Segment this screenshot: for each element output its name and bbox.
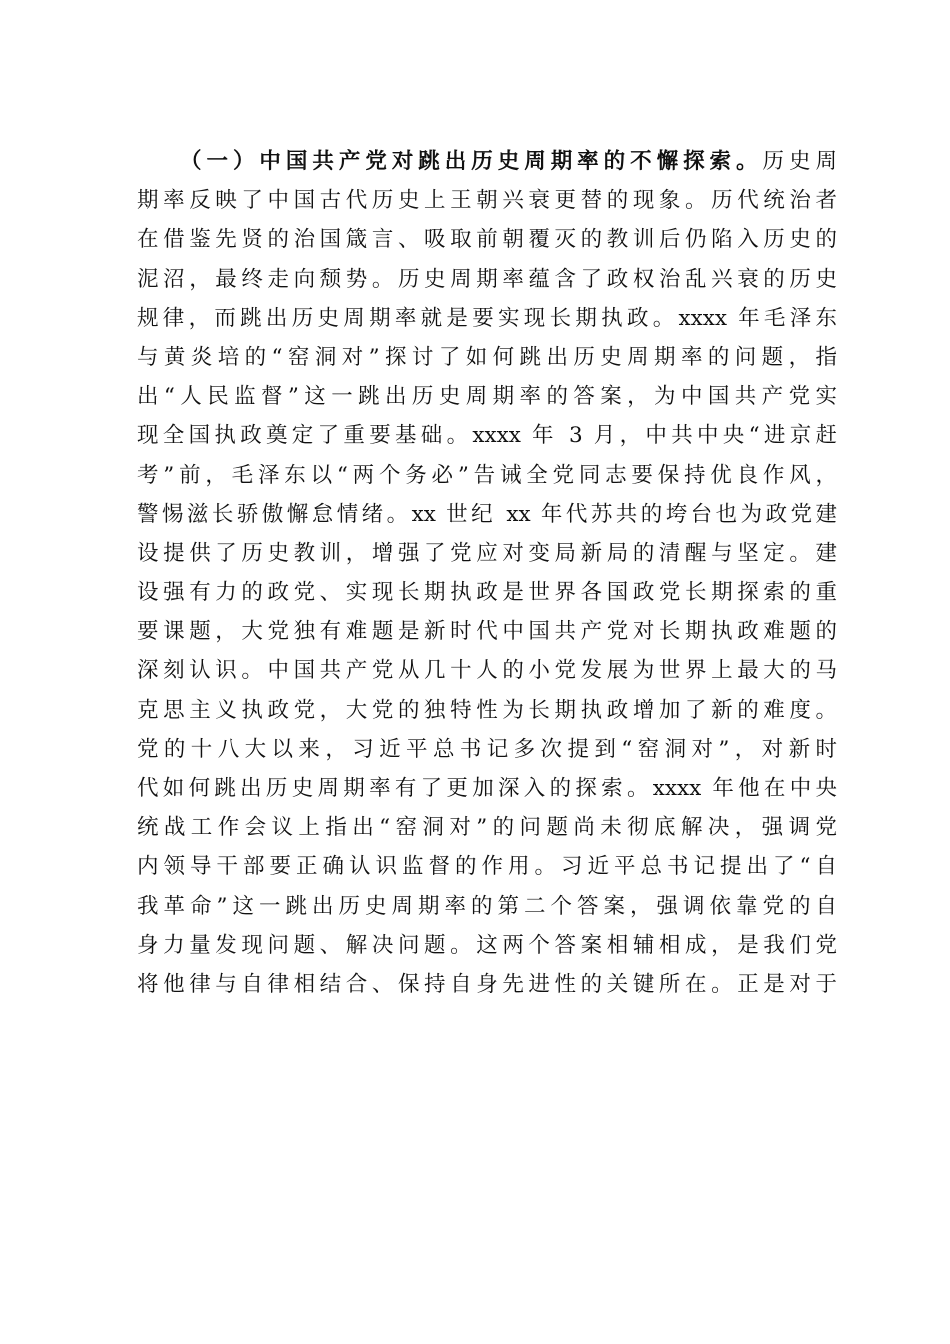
paragraph-line-1: [137, 142, 837, 181]
paragraph-line: 与黄炎培的“窑洞对”探讨了如何跳出历史周期率的问题，指: [137, 344, 837, 370]
paragraph-line: 泥沼，最终走向颓势。历史周期率蕴含了政权治乱兴衰的历史: [137, 266, 837, 292]
paragraph-line: 身力量发现问题、解决问题。这两个答案相辅相成，是我们党: [137, 932, 837, 958]
paragraph-line: 深刻认识。中国共产党从几十人的小党发展为世界上最大的马: [137, 658, 837, 684]
paragraph-line: 克思主义执政党，大党的独特性为长期执政增加了新的难度。: [137, 697, 837, 723]
section-heading: （一）中国共产党对跳出历史周期率的不懈探索。: [180, 149, 763, 174]
paragraph-line: 代如何跳出历史周期率有了更加深入的探索。xxxx 年他在中央: [137, 776, 837, 801]
paragraph-line: 我革命”这一跳出历史周期率的第二个答案，强调依靠党的自: [137, 893, 837, 919]
paragraph-line: 期率反映了中国古代历史上王朝兴衰更替的现象。历代统治者: [137, 188, 837, 214]
paragraph-line: 出“人民监督”这一跳出历史周期率的答案，为中国共产党实: [137, 384, 837, 410]
paragraph-line: 在借鉴先贤的治国箴言、吸取前朝覆灭的教训后仍陷入历史的: [137, 227, 837, 253]
paragraph-line-1-text: 历史周: [762, 149, 837, 174]
paragraph-line: 要课题，大党独有难题是新时代中国共产党对长期执政难题的: [137, 619, 837, 645]
paragraph-line: 规律，而跳出历史周期率就是要实现长期执政。xxxx 年毛泽东: [137, 305, 837, 331]
paragraph-line: 内领导干部要正确认识监督的作用。习近平总书记提出了“自: [137, 854, 837, 880]
paragraph-line: 统战工作会议上指出“窑洞对”的问题尚未彻底解决，强调党: [137, 815, 837, 841]
paragraph-line: 设强有力的政党、实现长期执政是世界各国政党长期探索的重: [137, 580, 837, 606]
paragraph-line: 现全国执政奠定了重要基础。xxxx 年 3 月，中共中央“进京赶: [137, 423, 837, 449]
paragraph-line: 考”前，毛泽东以“两个务必”告诫全党同志要保持优良作风，: [137, 462, 837, 488]
paragraph-line: 将他律与自律相结合、保持自身先进性的关键所在。正是对于: [137, 971, 837, 997]
paragraph-line: 党的十八大以来，习近平总书记多次提到“窑洞对”，对新时: [137, 736, 837, 762]
paragraph-line: 警惕滋长骄傲懈怠情绪。xx 世纪 xx 年代苏共的垮台也为政党建: [137, 501, 837, 527]
body-paragraph: [137, 142, 837, 1004]
paragraph-line: 设提供了历史教训，增强了党应对变局新局的清醒与坚定。建: [137, 540, 837, 566]
